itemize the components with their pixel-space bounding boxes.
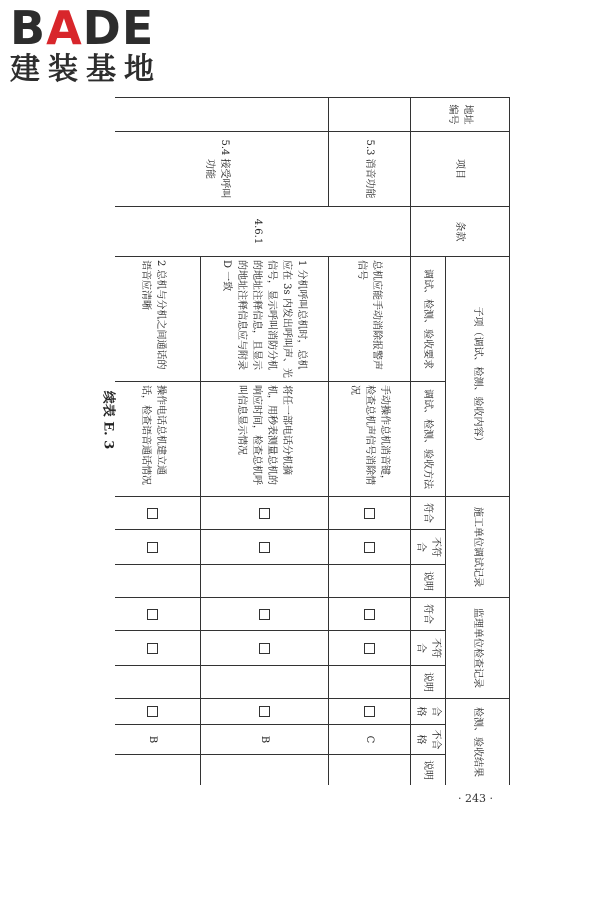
address-cell [115, 98, 329, 132]
header-s-nonconform: 不符合 [411, 631, 446, 666]
method-cell: 将任一部电话分机摘机，用秒表测量总机的响应时间，检查总机呼叫信息显示情况 [201, 382, 329, 497]
explain-cell [115, 755, 201, 786]
checkbox-cell[interactable] [329, 631, 411, 666]
checkbox[interactable] [148, 609, 159, 620]
table-wrapper [115, 97, 510, 785]
header-acceptance: 检测、验收结果 [446, 699, 510, 786]
table-row [329, 98, 411, 786]
checkbox[interactable] [148, 643, 159, 654]
checkbox-cell[interactable] [115, 631, 201, 666]
address-cell [329, 98, 411, 132]
header-clause: 条款 [411, 207, 510, 257]
explain-cell [201, 666, 329, 699]
header-subitem: 子项（调试、检测、验收内容） [446, 257, 510, 497]
explain-cell [329, 565, 411, 598]
checkbox-cell[interactable] [115, 497, 201, 530]
logo [10, 1, 180, 95]
checkbox-cell[interactable] [115, 530, 201, 565]
header-supervision: 监理单位检查记录 [446, 598, 510, 699]
checkbox[interactable] [259, 609, 270, 620]
checkbox-cell[interactable] [201, 530, 329, 565]
method-cell: 操作电话总机建立通话，检查语音通话情况 [115, 382, 201, 497]
explain-cell [115, 666, 201, 699]
header-req: 调试、检测、验收要求 [411, 257, 446, 382]
header-c-explain: 说明 [411, 565, 446, 598]
header-address: 地址编号 [411, 98, 510, 132]
header-construction: 施工单位调试记录 [446, 497, 510, 598]
checkbox-cell[interactable] [329, 497, 411, 530]
checkbox[interactable] [364, 643, 375, 654]
explain-cell [329, 755, 411, 786]
checkbox[interactable] [259, 508, 270, 519]
checkbox[interactable] [364, 706, 375, 717]
requirement-cell: 2 总机与分机之间通话的语音应清晰 [115, 257, 201, 382]
table-row [201, 98, 329, 786]
checkbox-cell[interactable] [329, 530, 411, 565]
header-s-conform: 符合 [411, 598, 446, 631]
checkbox[interactable] [364, 542, 375, 553]
item-cell: 5.4 接受呼叫功能 [115, 132, 329, 207]
page-title: 续表 E. 3 [100, 390, 116, 450]
checkbox-cell[interactable] [201, 497, 329, 530]
logo-subtitle: 建装基地 [10, 52, 162, 87]
checkbox-cell[interactable] [115, 699, 201, 725]
clause-cell: 4.6.1 [115, 207, 411, 257]
item-cell: 5.3 消音功能 [329, 132, 411, 207]
header-item: 项目 [411, 132, 510, 207]
checkbox[interactable] [364, 508, 375, 519]
grade-cell: B [115, 725, 201, 755]
checkbox[interactable] [364, 609, 375, 620]
checkbox[interactable] [148, 706, 159, 717]
method-cell: 手动操作总机消音键，检查总机声信号消除情况 [329, 382, 411, 497]
header-s-explain: 说明 [411, 666, 446, 699]
checkbox-cell[interactable] [329, 598, 411, 631]
requirement-cell: 1 分机呼叫总机时，总机应在 3s 内发出呼叫声、光信号，显示呼叫消防分机的地址注释信息，且显示的地址注释信息应与附录 D 一致 [201, 257, 329, 382]
checkbox[interactable] [148, 508, 159, 519]
header-pass: 合格 [411, 699, 446, 725]
checkbox[interactable] [148, 542, 159, 553]
explain-cell [201, 565, 329, 598]
checkbox-cell[interactable] [201, 598, 329, 631]
header-c-conform: 符合 [411, 497, 446, 530]
explain-cell [329, 666, 411, 699]
page-number: · 243 · [458, 792, 493, 805]
checkbox[interactable] [259, 643, 270, 654]
requirement-cell: 总机应能手动消除报警声信号 [329, 257, 411, 382]
checkbox-cell[interactable] [115, 598, 201, 631]
header-method: 调试、检测、验收方法 [411, 382, 446, 497]
explain-cell [201, 755, 329, 786]
header-c-nonconform: 不符合 [411, 530, 446, 565]
logo-accent-letter: A [46, 1, 83, 55]
checkbox-cell[interactable] [329, 699, 411, 725]
header-fail: 不合格 [411, 725, 446, 755]
inspection-table [115, 97, 510, 785]
header-a-explain: 说明 [411, 755, 446, 786]
explain-cell [115, 565, 201, 598]
checkbox[interactable] [259, 706, 270, 717]
logo-wordmark: BADE [10, 1, 155, 55]
grade-cell: B [201, 725, 329, 755]
checkbox[interactable] [259, 542, 270, 553]
checkbox-cell[interactable] [201, 631, 329, 666]
grade-cell: C [329, 725, 411, 755]
checkbox-cell[interactable] [201, 699, 329, 725]
